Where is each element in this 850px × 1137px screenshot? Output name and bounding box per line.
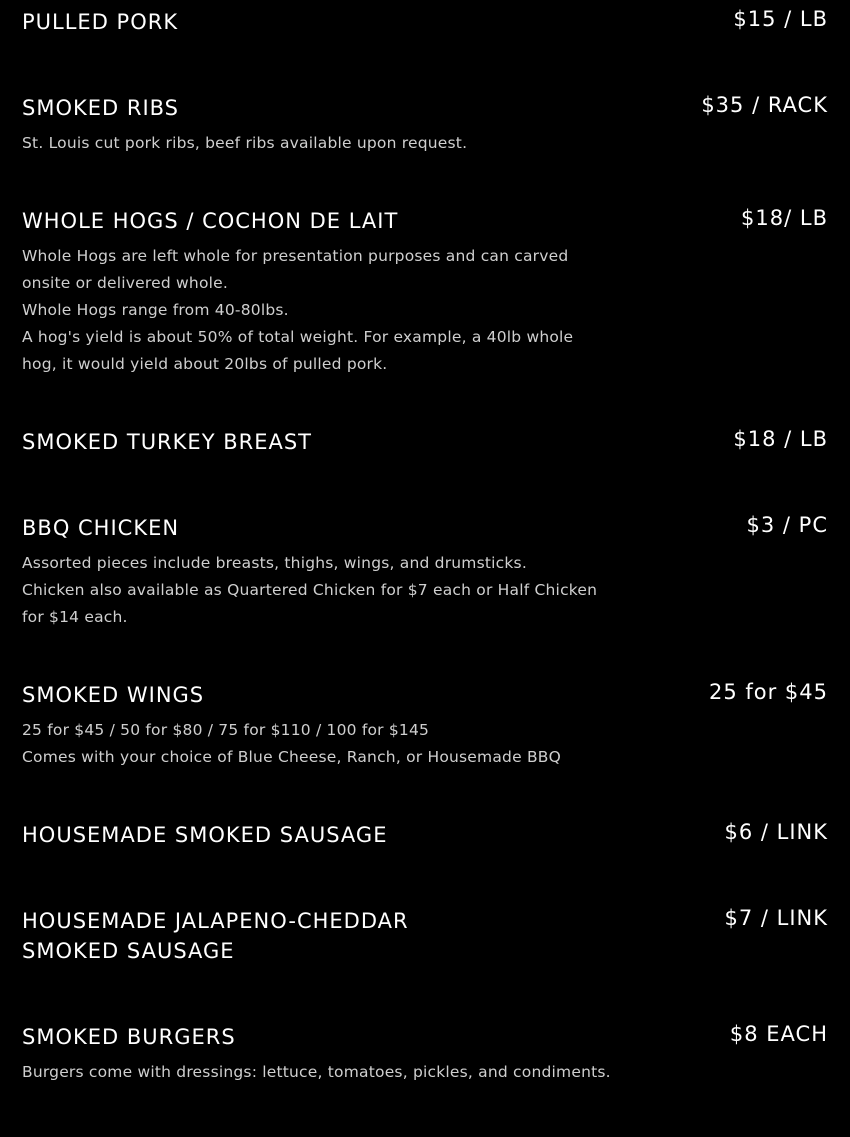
menu-item-description	[22, 243, 602, 378]
description-line: St. Louis cut pork ribs, beef ribs available upon request.	[22, 134, 468, 152]
menu-item-description	[22, 1059, 642, 1086]
menu-item-name: BBQ CHICKEN	[22, 516, 180, 540]
description-line: A hog's yield is about 50% of total weight. For example, a 40lb whole hog, it would yield about 20lbs of pulled pork.	[22, 328, 574, 373]
menu-item-price: $8 EACH	[729, 1022, 828, 1046]
menu-item-description	[22, 130, 602, 157]
description-line: Comes with your choice of Blue Cheese, Ranch, or Housemade BBQ	[22, 748, 562, 766]
menu-item-price: $18/ LB	[741, 206, 828, 230]
menu-item-name: PULLED PORK	[22, 10, 179, 34]
menu-item-name: HOUSEMADE SMOKED SAUSAGE	[22, 823, 388, 847]
description-line: 25 for $45 / 50 for $80 / 75 for $110 / 100 for $145	[22, 721, 430, 739]
description-line: Whole Hogs range from 40-80lbs.	[22, 301, 289, 319]
menu-item-price: $3 / PC	[746, 513, 828, 537]
menu-item-name: SMOKED TURKEY BREAST	[22, 430, 312, 454]
description-line: Assorted pieces include breasts, thighs, wings, and drumsticks.	[22, 554, 527, 572]
menu-item-name: SMOKED BURGERS	[22, 1025, 236, 1049]
menu-item-name: SMOKED RIBS	[22, 96, 180, 120]
menu-item-price: $6 / LINK	[724, 820, 828, 844]
menu-item-price: 25 for $45	[708, 680, 828, 704]
menu-item-name: SMOKED WINGS	[22, 683, 205, 707]
description-line: Burgers come with dressings: lettuce, tomatoes, pickles, and condiments.	[22, 1063, 611, 1081]
description-line: Whole Hogs are left whole for presentation purposes and can carved onsite or delivered whole.	[22, 247, 569, 292]
menu-item-price: $7 / LINK	[724, 906, 828, 930]
menu-item-name: WHOLE HOGS / COCHON DE LAIT	[22, 209, 399, 233]
menu-item-description	[22, 717, 602, 771]
menu-item-price: $15 / LB	[733, 7, 828, 31]
menu-item-name: HOUSEMADE JALAPENO-CHEDDAR SMOKED SAUSAGE	[22, 909, 409, 963]
description-line: Chicken also available as Quartered Chicken for $7 each or Half Chicken for $14 each.	[22, 581, 598, 626]
menu-item-description	[22, 550, 602, 631]
menu-item-price: $18 / LB	[733, 427, 828, 451]
menu-item-price: $35 / RACK	[701, 93, 828, 117]
